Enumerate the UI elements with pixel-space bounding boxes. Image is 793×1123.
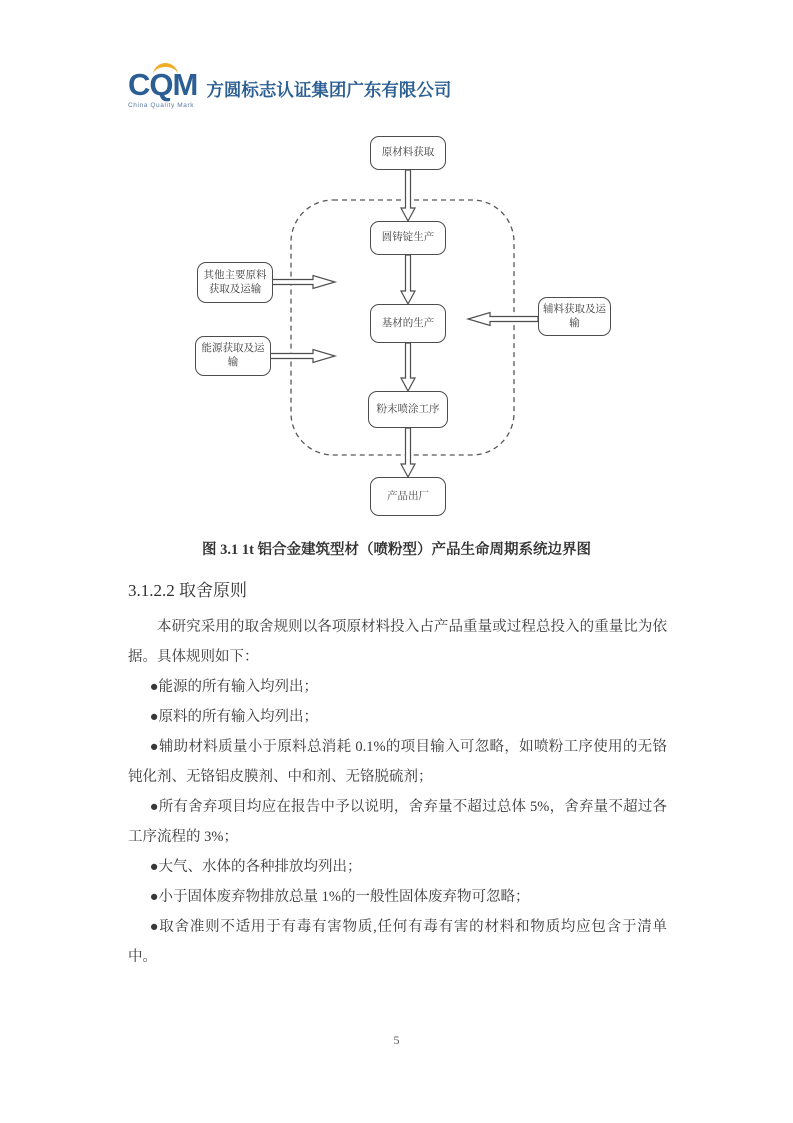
- section-heading: 3.1.2.2 取舍原则: [128, 581, 247, 600]
- page-number: 5: [393, 1033, 400, 1047]
- bullet-item: ●取舍准则不适用于有毒有害物质,任何有毒有害的材料和物质均应包含于清单中。: [128, 919, 667, 965]
- arrow-down-3-icon: [401, 343, 415, 391]
- bullet-item: ●原料的所有输入均列出；: [149, 709, 319, 725]
- arrow-right-energy-icon: [270, 350, 335, 363]
- lifecycle-flowchart: [120, 130, 680, 530]
- figure-caption: 图 3.1 1t 铝合金建筑型材（喷粉型）产品生命周期系统边界图: [201, 542, 592, 558]
- node-ingot-production: 圆铸锭生产: [370, 221, 446, 255]
- cqm-logo-icon: [128, 67, 198, 109]
- arrow-down-4-icon: [401, 428, 415, 477]
- arrow-down-2-icon: [401, 255, 415, 304]
- bullet-item: ●辅助材料质量小于原料总消耗 0.1%的项目输入可忽略，如喷粉工序使用的无铬钝化剂、无铬铝皮膜剂、中和剂、无铬脱硫剂；: [128, 739, 667, 785]
- arrow-down-1-icon: [401, 170, 415, 221]
- node-base-material-production: 基材的生产: [370, 304, 446, 343]
- company-name: 方圆标志认证集团广东有限公司: [206, 80, 452, 100]
- intro-paragraph: 本研究采用的取舍规则以各项原材料投入占产品重量或过程总投入的重量比为依据。具体规则如下：: [128, 619, 667, 665]
- logo-mark: CQM: [128, 67, 198, 102]
- node-raw-material: 原材料获取: [370, 136, 446, 170]
- arrow-left-auxiliary-icon: [468, 313, 538, 326]
- node-product-shipment: 产品出厂: [370, 477, 446, 516]
- node-energy-transport: 能源获取及运输: [195, 336, 271, 376]
- bullet-item: ●所有舍弃项目均应在报告中予以说明，舍弃量不超过总体 5%，舍弃量不超过各工序流程的 3%；: [128, 799, 667, 845]
- logo-tagline: China Quality Mark: [128, 102, 195, 109]
- node-other-main-materials: 其他主要原料获取及运输: [197, 262, 273, 303]
- section-body: [128, 612, 667, 972]
- node-auxiliary-materials: 辅料获取及运输: [538, 297, 611, 336]
- node-powder-coating-process: 粉末喷涂工序: [368, 391, 448, 428]
- bullet-item: ●大气、水体的各种排放均列出；: [149, 859, 362, 875]
- bullet-item: ●小于固体废弃物排放总量 1%的一般性固体废弃物可忽略；: [149, 889, 530, 905]
- bullet-item: ●能源的所有输入均列出；: [149, 679, 319, 695]
- logo-arc-icon: [153, 63, 178, 75]
- arrow-right-materials-icon: [272, 276, 335, 289]
- company-logo: [128, 67, 452, 109]
